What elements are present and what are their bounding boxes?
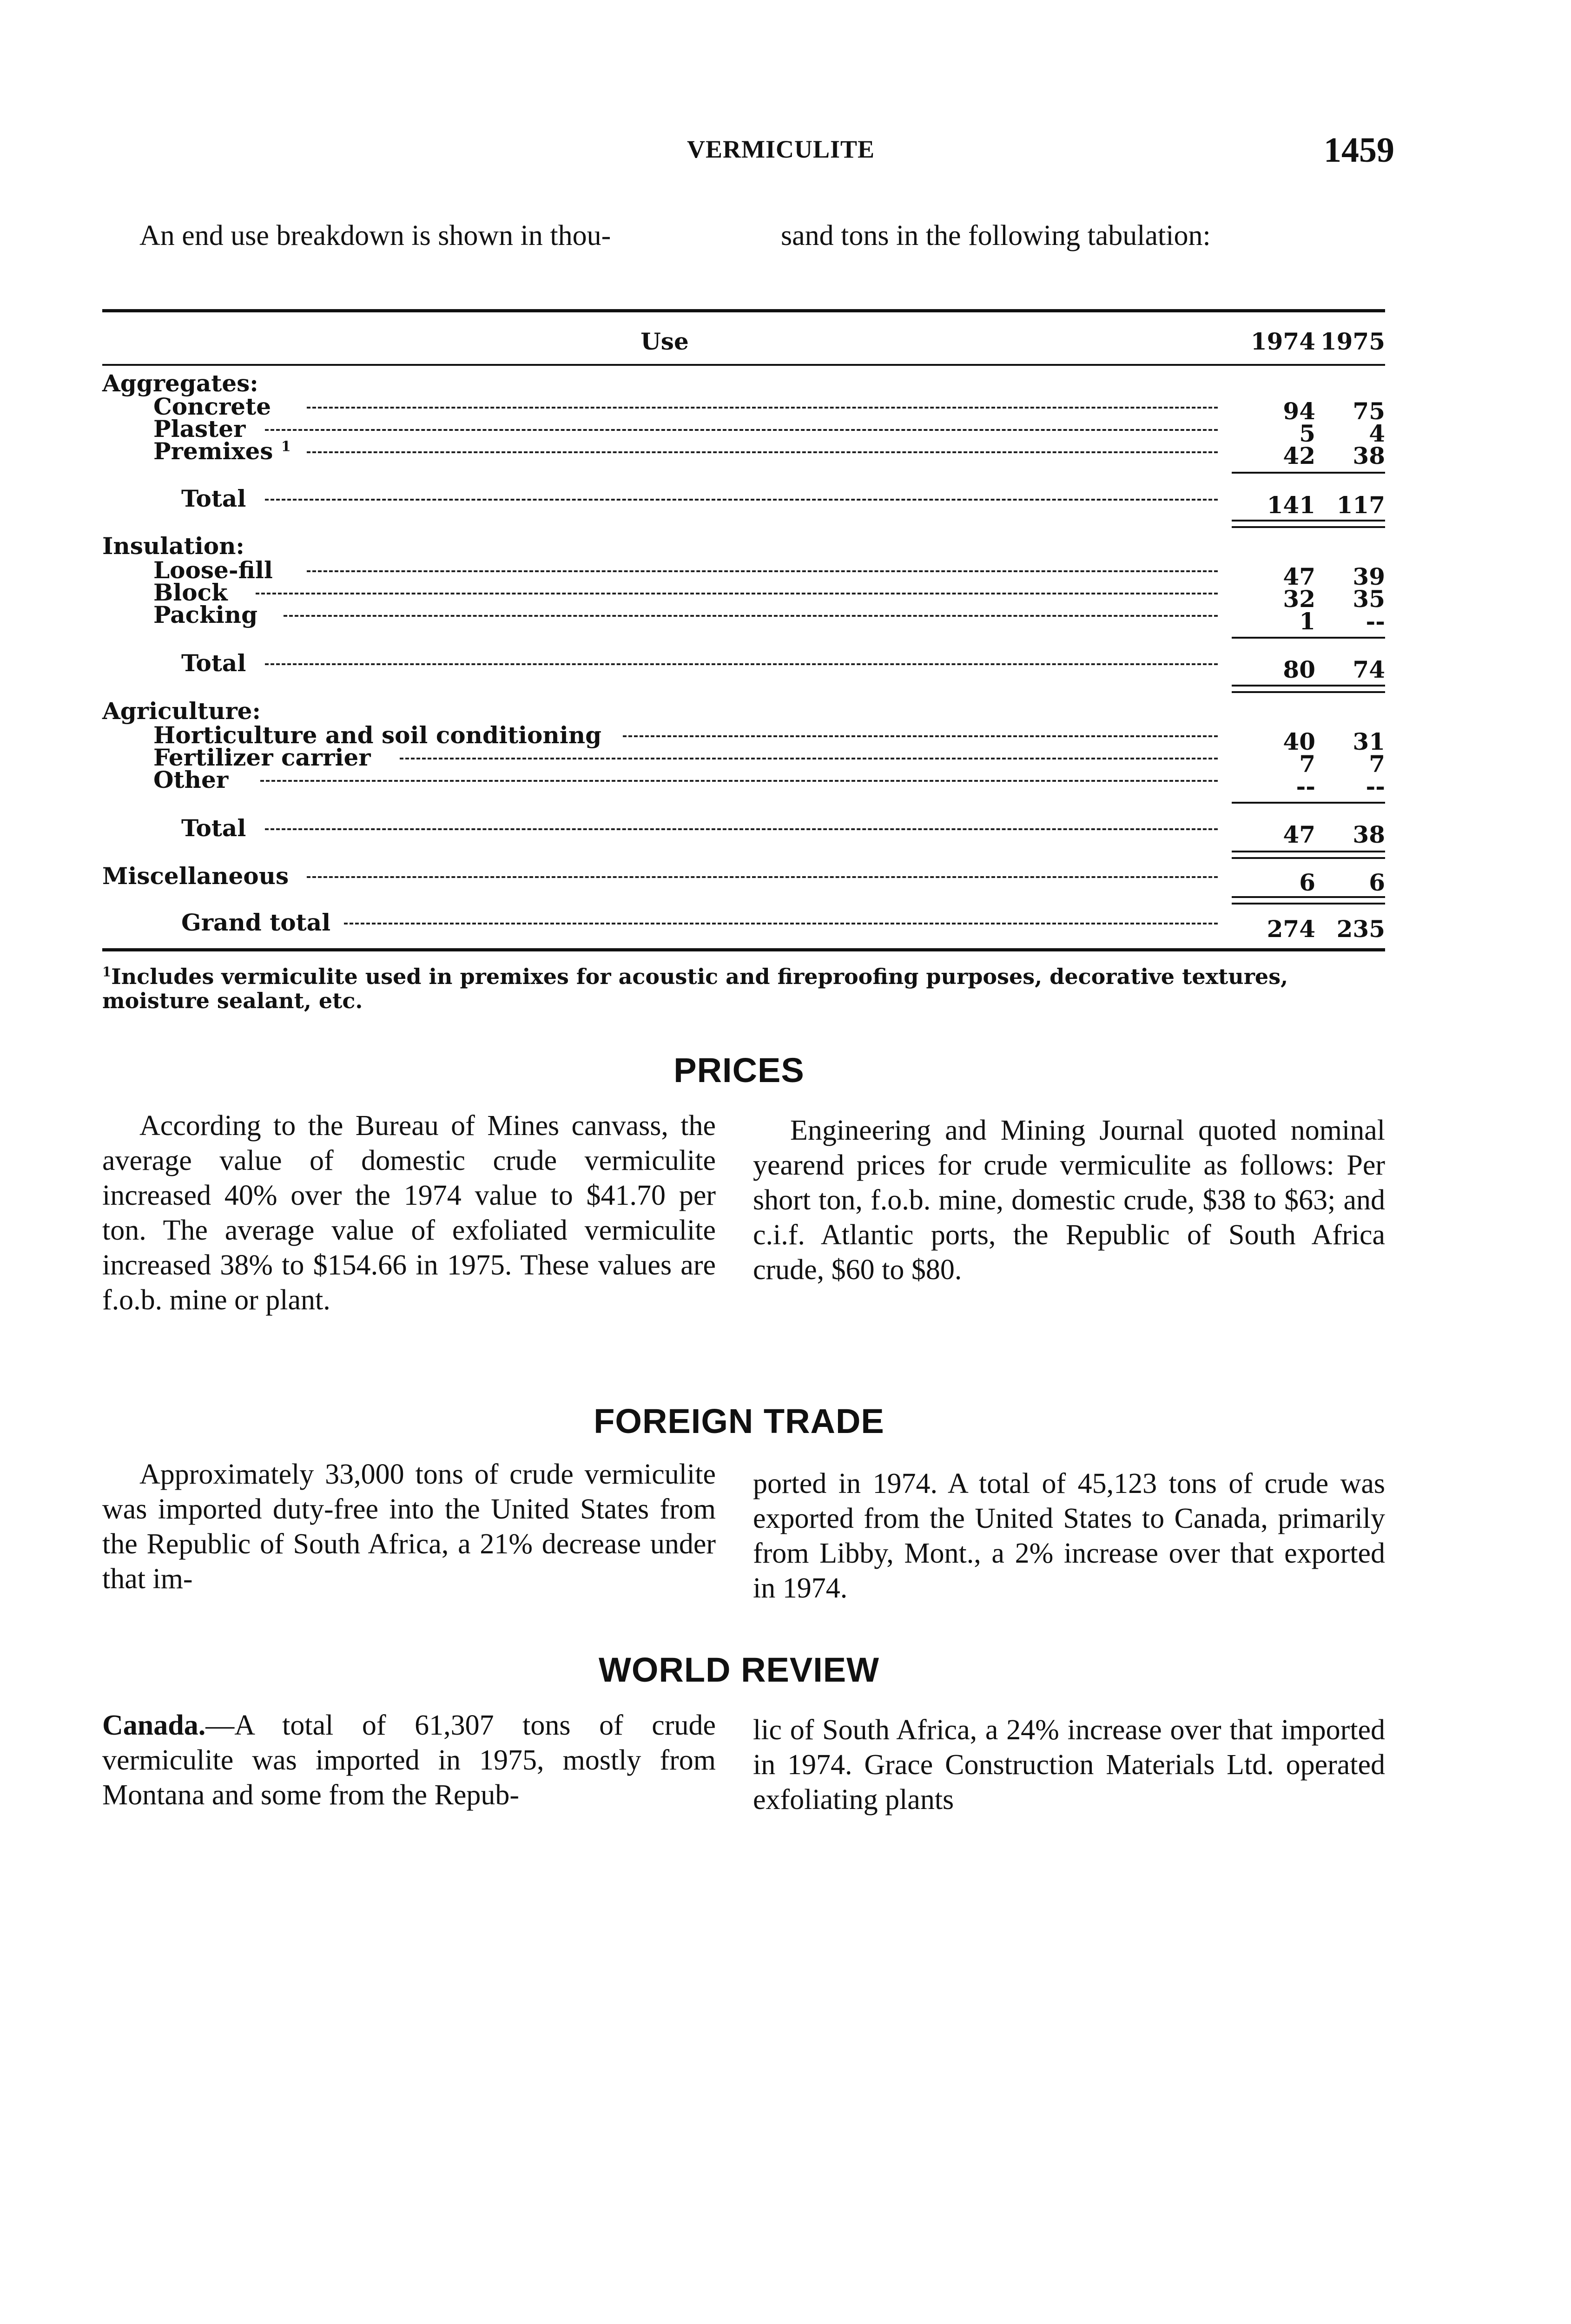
leader-dots [400,758,1218,759]
misc-1974: 6 [1299,869,1315,896]
table-footnote [102,964,1385,1013]
leader-dots [284,615,1218,617]
grand-total-row [102,909,1385,943]
table-bottom-rule [102,948,1385,951]
leader-dots [265,429,1218,431]
row-label: Concrete [153,393,271,420]
total-double-rule [1232,896,1385,905]
grand-total-1975: 235 [1336,915,1385,943]
leader-dots [307,570,1218,572]
section-heading-prices: PRICES [673,1051,805,1089]
leader-dots [265,499,1218,501]
leader-dots [256,593,1218,594]
group-title-row [102,532,1385,558]
total-row [102,814,1385,848]
section-heading-world-review: WORLD REVIEW [599,1651,879,1689]
total-row [102,649,1385,683]
subtotal-rule [1232,472,1385,474]
value-1974: 47 [1283,563,1315,590]
total-1975: 38 [1353,821,1385,848]
value-1974: 32 [1283,585,1315,613]
header-rule [102,364,1385,366]
misc-1975: 6 [1369,869,1385,896]
footnote-mark: 1 [102,964,112,980]
total-label: Total [181,814,246,842]
world-review-left-column [102,1708,716,1813]
leader-dots [265,663,1218,665]
total-row [102,485,1385,519]
world-review-left-text: —A total of 61,307 tons of crude vermiculite was imported in 1975, mostly from Montana and some from the Repub- [102,1710,716,1811]
leader-dots [307,451,1218,453]
total-double-rule [1232,685,1385,693]
row-label: Horticulture and soil conditioning [153,721,602,749]
value-1975: -- [1366,772,1385,800]
total-1974: 141 [1267,491,1315,519]
prices-left-column: According to the Bureau of Mines canvass, the average value of domestic crude vermiculite increased 40% over the 1974 value to $41.70 per ton. The average value of exfoliated vermiculite increased 38% to $154.66 in 1975. These values are f.o.b. mine or plant. [102,1110,716,1316]
leader-dots [344,923,1218,924]
total-1975: 74 [1353,656,1385,683]
value-1975: 39 [1353,563,1385,590]
intro-left: An end use breakdown is shown in thou- [139,220,611,251]
total-1974: 80 [1283,656,1315,683]
country-lead: Canada. [102,1710,206,1741]
grand-total-1974: 274 [1267,915,1315,943]
leader-dots [260,780,1218,782]
header-use: Use [640,328,689,355]
value-1974: 94 [1283,397,1315,425]
section-heading-foreign-trade: FOREIGN TRADE [594,1402,885,1440]
group-title-row [102,370,1385,396]
total-label: Total [181,649,246,677]
leader-dots [307,876,1218,878]
group-title: Aggregates: [102,370,258,397]
leader-dots [623,735,1218,737]
value-1975: 4 [1369,420,1385,447]
footnote-text: Includes vermiculite used in premixes for acoustic and fireproofing purposes, decorative textures, moisture sealant, etc. [102,964,1288,1013]
total-1974: 47 [1283,821,1315,848]
header-1975: 1975 [1320,328,1385,355]
value-1974: 42 [1283,442,1315,469]
row-label: Loose-fill [153,556,273,584]
total-1975: 117 [1336,491,1385,519]
row-label: Fertilizer carrier [153,744,371,771]
world-review-right-column: lic of South Africa, a 24% increase over that imported in 1974. Grace Construction Materials Ltd. operated exfoliating plants [753,1714,1385,1816]
value-1975: 35 [1353,585,1385,613]
row-label: Block [153,579,228,606]
row-label: Packing [153,601,258,628]
page-number: 1459 [1324,131,1394,170]
total-double-rule [1232,520,1385,528]
value-1974: 7 [1299,750,1315,778]
leader-dots [265,828,1218,830]
value-1975: -- [1366,607,1385,635]
table-row [102,766,1385,800]
table-header-row [102,328,1385,360]
total-label: Total [181,485,246,512]
value-1974: -- [1296,772,1315,800]
group-title: Insulation: [102,532,244,560]
subtotal-rule [1232,802,1385,804]
row-label: Plaster [153,415,246,442]
value-1975: 7 [1369,750,1385,778]
header-1974: 1974 [1250,328,1315,355]
misc-label: Miscellaneous [102,862,289,890]
row-label [153,437,291,465]
prices-right-column: Engineering and Mining Journal quoted nominal yearend prices for crude vermiculite as follows: Per short ton, f.o.b. mine, domestic crude, $38 to $63; and c.i.f. Atlantic ports, the Republic of South Africa crude, $60 to $80. [753,1115,1385,1286]
value-1974: 5 [1299,420,1315,447]
footnote-ref: 1 [281,438,291,455]
grand-total-label: Grand total [181,909,331,936]
leader-dots [307,407,1218,409]
value-1974: 1 [1299,607,1315,635]
table-top-rule [102,309,1385,312]
total-double-rule [1232,851,1385,859]
misc-row [102,862,1385,896]
group-title-row [102,697,1385,723]
label-text: Premixes [153,437,273,465]
value-1975: 38 [1353,442,1385,469]
table-row [102,601,1385,635]
intro-right: sand tons in the following tabulation: [781,220,1211,251]
table-row [102,437,1385,469]
foreign-trade-left-column: Approximately 33,000 tons of crude vermiculite was imported duty-free into the United States from the Republic of South Africa, a 21% decrease under that im- [102,1459,716,1595]
value-1975: 31 [1353,728,1385,755]
group-title: Agriculture: [102,697,261,725]
foreign-trade-right-column: ported in 1974. A total of 45,123 tons of crude was exported from the United States to Canada, primarily from Libby, Mont., a 2% increase over that exported in 1974. [753,1468,1385,1604]
value-1974: 40 [1283,728,1315,755]
subtotal-rule [1232,637,1385,639]
row-label: Other [153,766,229,793]
running-title: VERMICULITE [686,135,875,163]
value-1975: 75 [1353,397,1385,425]
